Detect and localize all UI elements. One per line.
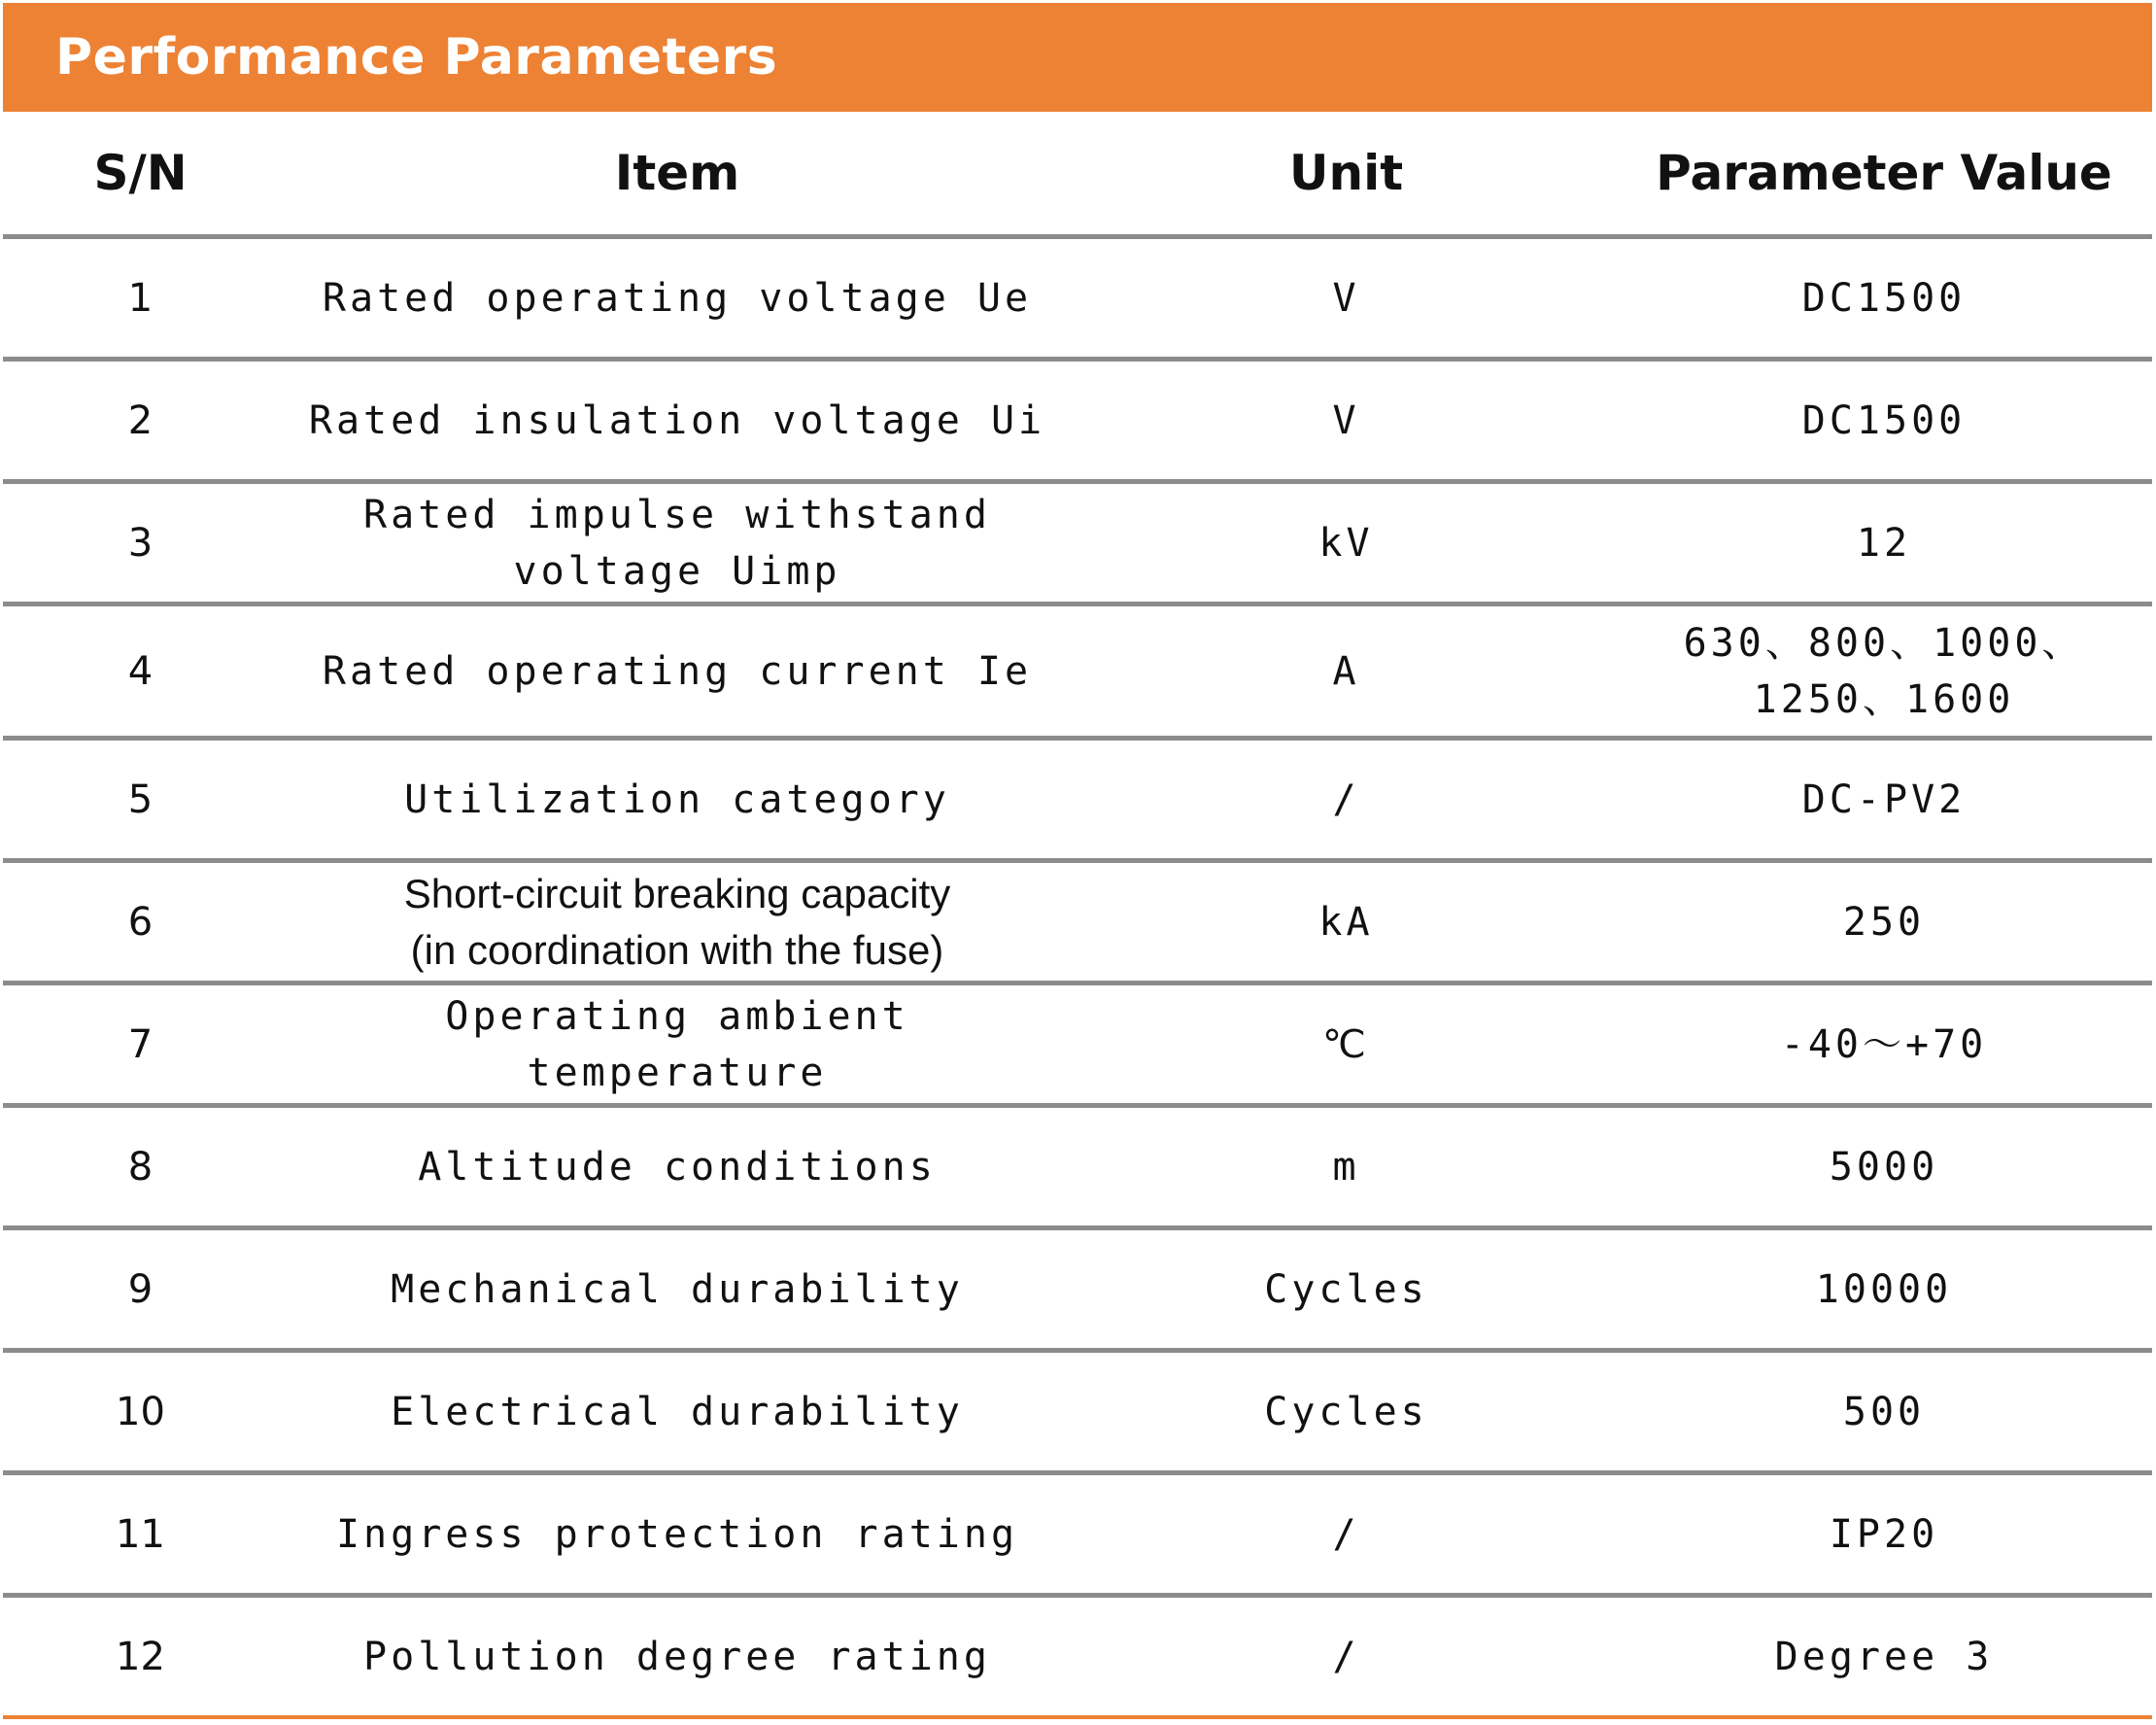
cell-unit: V <box>1332 397 1360 443</box>
parameters-table <box>3 112 2152 1719</box>
table-row <box>3 863 2152 985</box>
cell-sn: 1 <box>127 275 154 321</box>
cell-sn: 3 <box>127 520 154 566</box>
cell-value: -40～+70 <box>1780 1021 1988 1067</box>
header-sn: S/N <box>93 145 188 201</box>
table-row <box>3 741 2152 863</box>
cell-unit: ℃ <box>1322 1021 1370 1067</box>
cell-value: DC-PV2 <box>1801 776 1967 822</box>
cell-value: 10000 <box>1815 1266 1953 1312</box>
table-row <box>3 606 2152 741</box>
cell-item: Altitude conditions <box>418 1144 937 1190</box>
cell-unit: A <box>1332 648 1360 694</box>
cell-sn: 9 <box>127 1266 154 1312</box>
header-value: Parameter Value <box>1656 145 2112 201</box>
cell-value: 250 <box>1842 899 1926 945</box>
cell-item: Mechanical durability <box>391 1266 964 1312</box>
title-bar <box>3 3 2152 112</box>
cell-unit: m <box>1332 1144 1360 1190</box>
cell-unit: kA <box>1318 899 1374 945</box>
table-row <box>3 484 2152 606</box>
cell-sn: 7 <box>127 1021 154 1067</box>
cell-unit: V <box>1332 275 1360 321</box>
cell-item: Operating ambient temperature <box>445 993 909 1095</box>
cell-sn: 12 <box>116 1634 165 1679</box>
cell-sn: 2 <box>127 397 154 443</box>
cell-item: Electrical durability <box>391 1389 964 1434</box>
header-unit: Unit <box>1288 145 1404 201</box>
cell-value: DC1500 <box>1801 397 1967 443</box>
cell-item: Rated insulation voltage Ui <box>308 397 1046 443</box>
header-item: Item <box>614 145 740 201</box>
table-row <box>3 362 2152 484</box>
cell-value: 5000 <box>1829 1144 1939 1190</box>
cell-unit: kV <box>1318 520 1374 566</box>
table-row <box>3 1230 2152 1353</box>
cell-item: Utilization category <box>404 776 950 822</box>
cell-unit: Cycles <box>1264 1389 1428 1434</box>
table-row <box>3 1475 2152 1598</box>
cell-sn: 4 <box>127 648 154 694</box>
table-row <box>3 1108 2152 1230</box>
cell-unit: / <box>1332 776 1360 822</box>
cell-value: 500 <box>1842 1389 1926 1434</box>
cell-item: Ingress protection rating <box>335 1511 1019 1557</box>
table-row <box>3 239 2152 362</box>
table-row <box>3 1353 2152 1475</box>
page-title: Performance Parameters <box>55 28 778 86</box>
cell-sn: 10 <box>116 1389 165 1434</box>
cell-unit: Cycles <box>1264 1266 1428 1312</box>
cell-sn: 11 <box>116 1511 165 1557</box>
cell-value: 630、800、1000、 1250、1600 <box>1683 620 2085 722</box>
cell-value: 12 <box>1856 520 1912 566</box>
cell-value: Degree 3 <box>1774 1634 1994 1679</box>
cell-item: Short-circuit breaking capacity (in coordination with the fuse) <box>403 870 951 973</box>
table-row <box>3 1598 2152 1719</box>
cell-sn: 8 <box>127 1144 154 1190</box>
cell-item: Rated impulse withstand voltage Uimp <box>363 492 991 594</box>
table-header-row <box>3 112 2152 239</box>
cell-unit: / <box>1332 1511 1360 1557</box>
cell-value: IP20 <box>1829 1511 1939 1557</box>
cell-item: Rated operating current Ie <box>322 648 1033 694</box>
cell-item: Pollution degree rating <box>363 1634 991 1679</box>
cell-item: Rated operating voltage Ue <box>322 275 1033 321</box>
cell-unit: / <box>1332 1634 1360 1679</box>
table-row <box>3 985 2152 1108</box>
cell-value: DC1500 <box>1801 275 1967 321</box>
cell-sn: 5 <box>127 776 154 822</box>
cell-sn: 6 <box>127 899 154 945</box>
